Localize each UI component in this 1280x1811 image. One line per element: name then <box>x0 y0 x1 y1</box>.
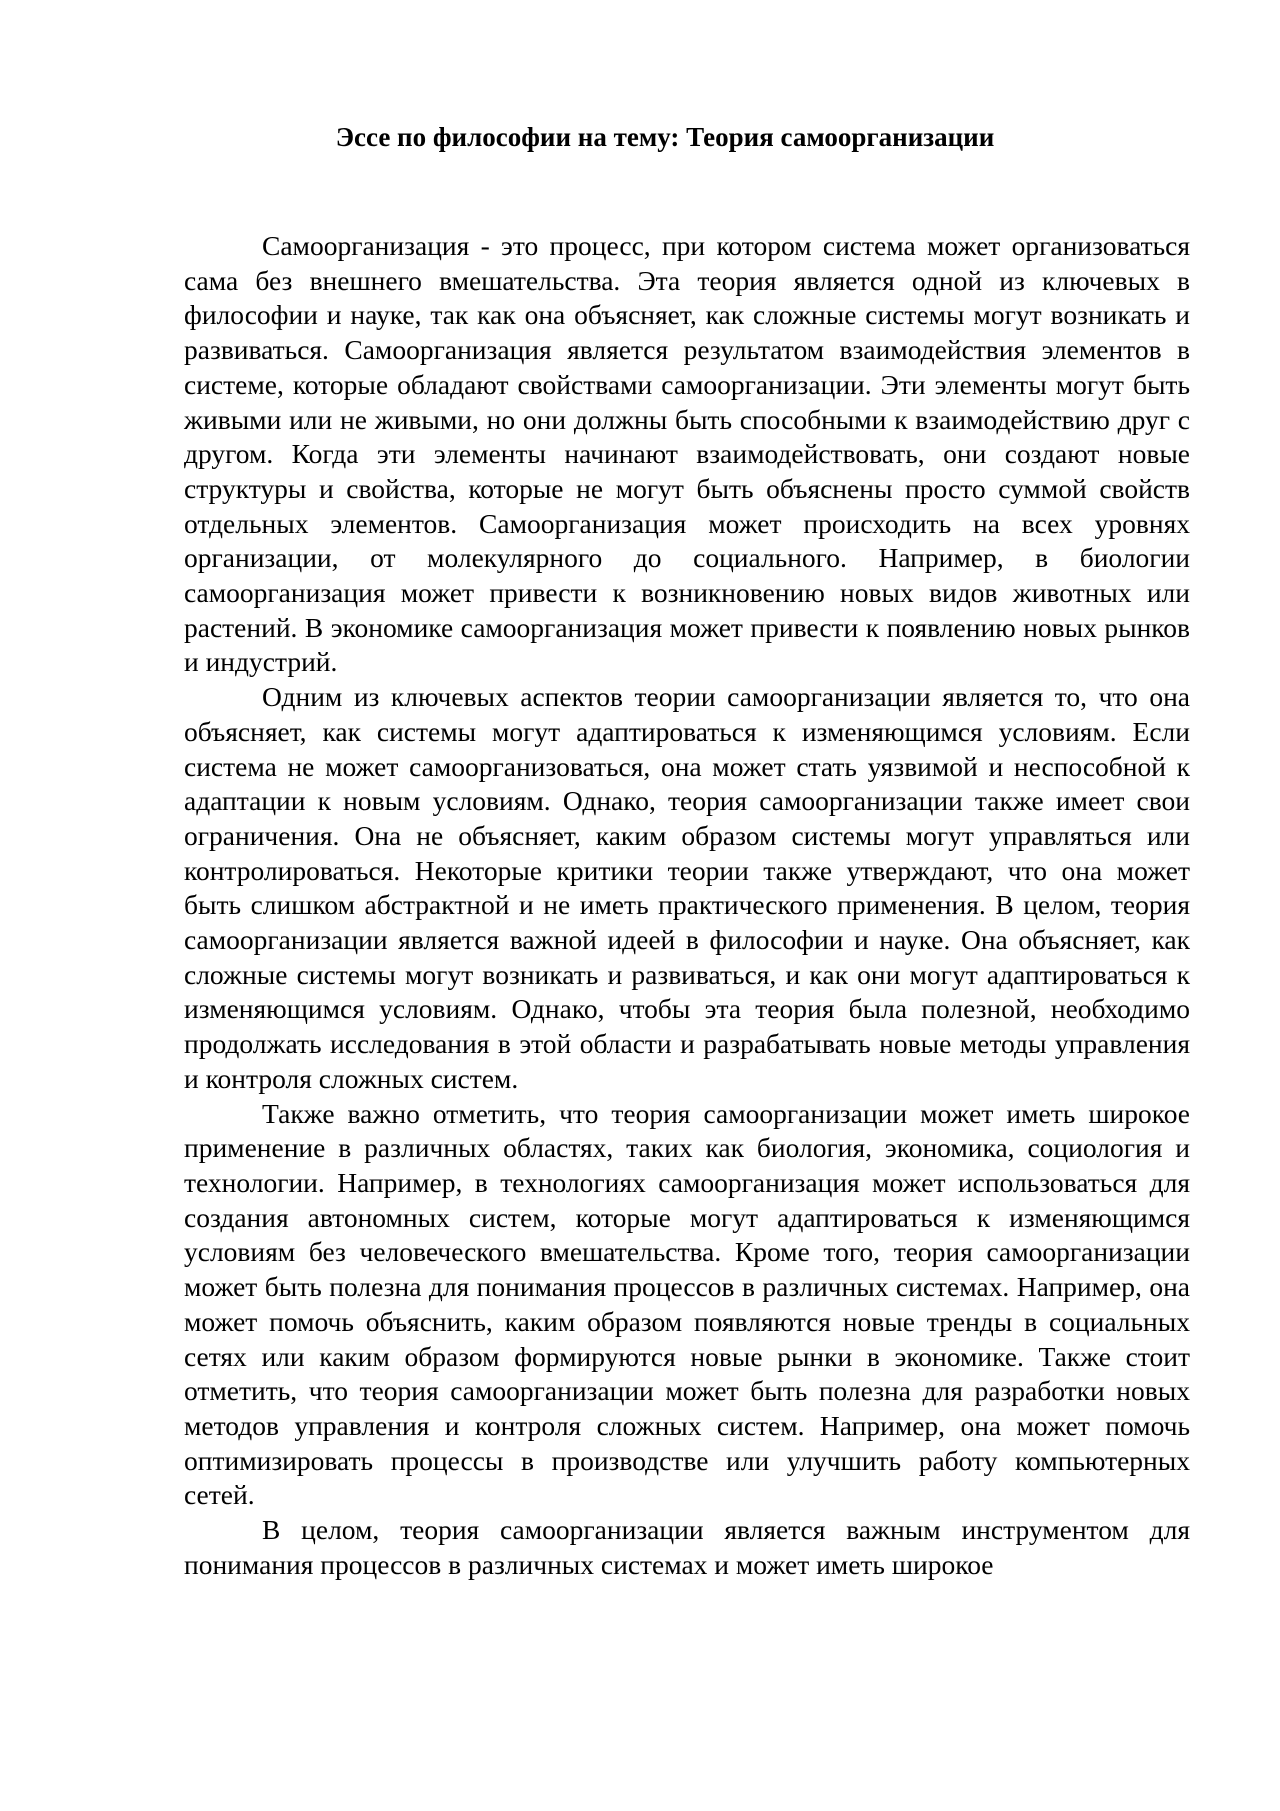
paragraph-3: Также важно отметить, что теория самоорганизации может иметь широкое применение в различных областях, таких как биология, экономика, социология и технологии. Например, в технологиях самоорганизация может использоваться для создания автономных систем, которые могут адаптироваться к изменяющимся условиям без человеческого вмешательства. Кроме того, теория самоорганизации может быть полезна для понимания процессов в различных системах. Например, она может помочь объяснить, каким образом появляются новые тренды в социальных сетях или каким образом формируются новые рынки в экономике. Также стоит отметить, что теория самоорганизации может быть полезна для разработки новых методов управления и контроля сложных систем. Например, она может помочь оптимизировать процессы в производстве или улучшить работу компьютерных сетей. <box>184 1097 1190 1511</box>
document-title: Эссе по философии на тему: Теория самоорганизации <box>335 122 995 152</box>
paragraph-1: Самоорганизация - это процесс, при котором система может организоваться сама без внешнего вмешательства. Эта теория является одной из ключевых в философии и науке, так как она объясняет, как сложные системы могут возникать и развиваться. Самоорганизация является результатом взаимодействия элементов в системе, которые обладают свойствами самоорганизации. Эти элементы могут быть живыми или не живыми, но они должны быть способными к взаимодействию друг с другом. Когда эти элементы начинают взаимодействовать, они создают новые структуры и свойства, которые не могут быть объяснены просто суммой свойств отдельных элементов. Самоорганизация может происходить на всех уровнях организации, от молекулярного до социального. Например, в биологии самоорганизация может привести к возникновению новых видов животных или растений. В экономике самоорганизация может привести к появлению новых рынков и индустрий. <box>184 230 1190 678</box>
document-body <box>184 229 1190 1582</box>
paragraph-4: В целом, теория самоорганизации является важным инструментом для понимания процессов в различных системах и может иметь широкое <box>184 1514 1190 1580</box>
paragraph-2: Одним из ключевых аспектов теории самоорганизации является то, что она объясняет, как системы могут адаптироваться к изменяющимся условиям. Если система не может самоорганизоваться, она может стать уязвимой и неспособной к адаптации к новым условиям. Однако, теория самоорганизации также имеет свои ограничения. Она не объясняет, каким образом системы могут управляться или контролироваться. Некоторые критики теории также утверждают, что она может быть слишком абстрактной и не иметь практического применения. В целом, теория самоорганизации является важной идеей в философии и науке. Она объясняет, как сложные системы могут возникать и развиваться, и как они могут адаптироваться к изменяющимся условиям. Однако, чтобы эта теория была полезной, необходимо продолжать исследования в этой области и разрабатывать новые методы управления и контроля сложных систем. <box>184 681 1190 1094</box>
